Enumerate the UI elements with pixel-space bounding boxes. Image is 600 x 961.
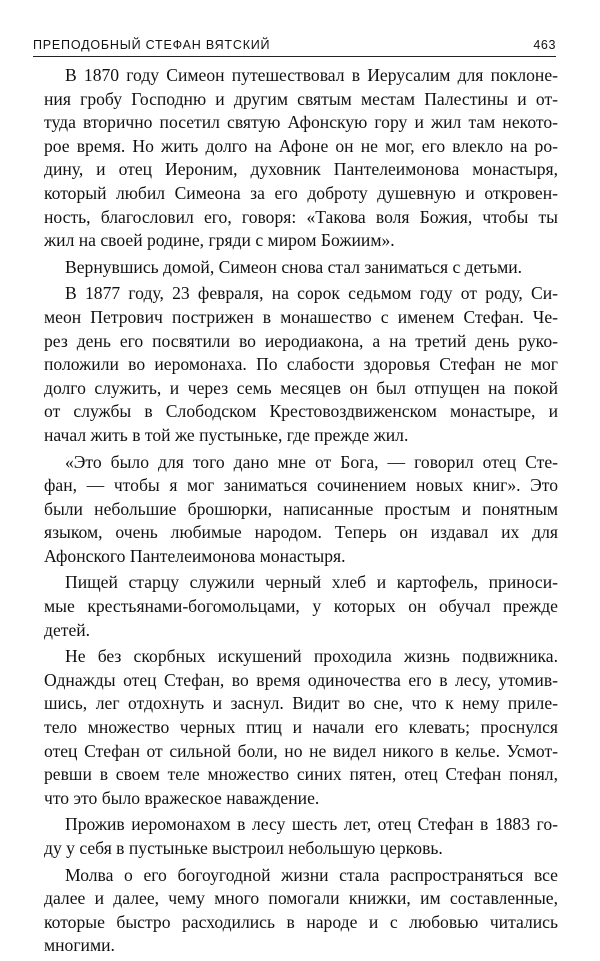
text-line: меон Петрович пострижен в монашество с именем Стефан. Че- bbox=[44, 306, 558, 327]
text-line: что это было вражеское наваждение. bbox=[44, 787, 320, 808]
text-line: В 1870 году Симеон путешествовал в Иерусалим для поклоне- bbox=[65, 65, 558, 85]
page-number: 463 bbox=[533, 38, 556, 52]
running-head bbox=[33, 30, 556, 52]
text-line: далее и далее, чему много помогали книжки, им составленные, bbox=[44, 888, 558, 909]
text-line: тело множество черных птиц и начали его клевать; проснулся bbox=[44, 717, 558, 738]
paragraph bbox=[44, 64, 558, 253]
text-line: который любил Симеона за его доброту душевную и откровен- bbox=[44, 182, 558, 203]
text-line: ния гробу Господню и другим святым местам Палестины и от- bbox=[44, 88, 558, 109]
text-line: языком, очень любимые народом. Теперь он издавал их для bbox=[44, 522, 558, 543]
text-line: Однажды отец Стефан, во время одиночества его в лесу, утомив- bbox=[44, 669, 558, 690]
text-line: ность, благословил его, говоря: «Такова воля Божия, чтобы ты bbox=[44, 206, 558, 227]
text-line: Не без скорбных искушений проходила жизнь подвижника. bbox=[65, 646, 558, 667]
text-line: шись, лег отдохнуть и заснул. Видит во сне, что к нему приле- bbox=[44, 693, 558, 714]
body-text bbox=[44, 64, 558, 961]
paragraph bbox=[44, 571, 558, 642]
text-line: рез день его посвятили во иеродиакона, а на третий день руко- bbox=[44, 330, 558, 351]
text-line: мые крестьянами-богомольцами, у которых он обучал прежде bbox=[44, 596, 558, 617]
paragraph bbox=[44, 451, 558, 569]
text-line: жил на своей родине, гряди с миром Божиим». bbox=[44, 230, 395, 251]
text-line: ду у себя в пустыньке выстроил небольшую церковь. bbox=[44, 838, 443, 858]
text-line: многими. bbox=[44, 935, 115, 956]
text-line: В 1877 году, 23 февраля, на сорок седьмом году от роду, Си- bbox=[65, 283, 558, 304]
text-line: Молва о его богоугодной жизни стала распространяться все bbox=[65, 864, 558, 885]
text-line: положили во иеромонаха. По слабости здоровья Стефан не мог bbox=[44, 354, 558, 375]
text-line: отец Стефан от сильной боли, но не видел никого в келье. Усмот- bbox=[44, 740, 558, 761]
text-line: Афонского Пантелеимонова монастыря. bbox=[44, 545, 346, 566]
text-line: фан, — чтобы я мог заниматься сочинением новых книг». Это bbox=[44, 475, 558, 496]
text-line: были небольшие брошюрки, написанные простым и понятным bbox=[44, 498, 558, 519]
text-line: Вернувшись домой, Симеон снова стал заниматься с детьми. bbox=[65, 256, 523, 277]
paragraph bbox=[44, 645, 558, 810]
paragraph bbox=[44, 813, 558, 860]
text-line: от службы в Слободском Крестовоздвиженском монастыре, и bbox=[44, 401, 558, 422]
text-line: долго служить, и через семь месяцев он был отпущен на покой bbox=[44, 377, 558, 398]
text-line: рое время. Но жить долго на Афоне он не мог, его влекло на ро- bbox=[44, 135, 558, 156]
running-title: ПРЕПОДОБНЫЙ СТЕФАН ВЯТСКИЙ bbox=[33, 38, 271, 52]
text-line: начал жить в той же пустыньке, где прежде жил. bbox=[44, 424, 409, 445]
text-line: дину, и отец Иероним, духовник Пантелеимонова монастыря, bbox=[44, 159, 558, 180]
text-line: ревши в своем теле множество синих пятен, отец Стефан понял, bbox=[44, 764, 558, 785]
text-line: «Это было для того дано мне от Бога, — говорил отец Сте- bbox=[65, 451, 558, 472]
text-line: Пищей старцу служили черный хлеб и картофель, приноси- bbox=[65, 572, 558, 593]
text-line: детей. bbox=[44, 619, 91, 640]
text-line: которые быстро расходились в народе и с любовью читались bbox=[44, 911, 558, 932]
paragraph bbox=[44, 864, 558, 958]
text-line: туда вторично посетил святую Афонскую гору и жил там некото- bbox=[44, 112, 558, 133]
header-rule bbox=[33, 56, 556, 57]
text-line: Прожив иеромонахом в лесу шесть лет, отец Стефан в 1883 го- bbox=[65, 814, 558, 835]
paragraph bbox=[44, 282, 558, 447]
paragraph bbox=[44, 256, 558, 280]
